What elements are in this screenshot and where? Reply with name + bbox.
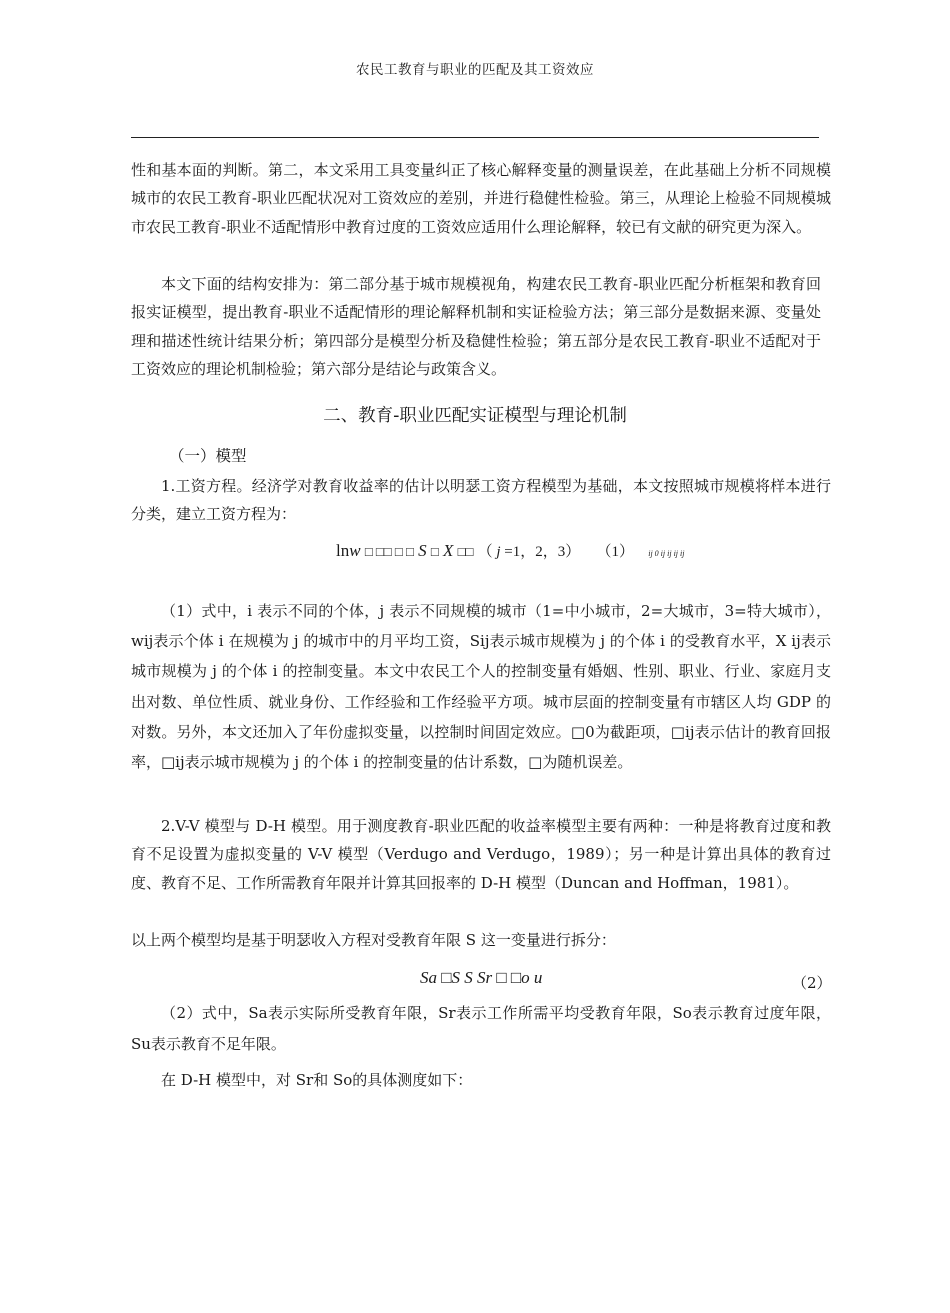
vv-dh-paragraph: 2.V-V 模型与 D-H 模型。用于测度教育-职业匹配的收益率模型主要有两种：一种是将教育过度和教育不足设置为虚拟变量的 V-V 模型（Verdugo and Verdugo，1989）；另一种是计算出具体的教育过度、教育不足、工作所需教育年限并计算其回报率的 D-H 模型（Duncan and Hoffman，1981）。: [131, 817, 831, 892]
eq1-j-open: （: [477, 544, 497, 560]
equation-2-explanation: （2）式中，Sa表示实际所受教育年限，Sr表示工作所需平均受教育年限，So表示教育过度年限，Su表示教育不足年限。: [131, 1004, 831, 1053]
eq1-j: j: [496, 544, 501, 560]
intro-paragraph-2: 本文下面的结构安排为：第二部分基于城市规模视角，构建农民工教育-职业匹配分析框架和教育回报实证模型，提出教育-职业不适配情形的理论解释机制和实证检验方法；第三部分是数据来源、变量处理和描述性统计结果分析；第四部分是模型分析及稳健性检验；第五部分是农民工教育-职业不适配对于工资效应的理论机制检验；第六部分是结论与政策含义。: [131, 275, 821, 378]
eq1-number: （1）: [596, 544, 634, 560]
eq1-w: w: [349, 541, 361, 560]
eq1-box2: □: [430, 544, 439, 559]
eq1-box1: □ □□ □ □: [364, 544, 414, 559]
eq1-subscripts: ij 0 ij ij ij ij: [648, 549, 685, 558]
dh-paragraph: 在 D-H 模型中，对 Sr和 So的具体测度如下：: [161, 1071, 473, 1089]
eq1-x: X: [442, 541, 454, 560]
subsection-title: （一）模型: [169, 447, 247, 465]
eq2-body: Sa □S S Sr □ □o u: [420, 968, 543, 987]
equation-1: [336, 540, 684, 561]
header-rule: [131, 137, 819, 138]
section-title: 二、教育-职业匹配实证模型与理论机制: [323, 406, 627, 426]
equation-2: [420, 968, 542, 988]
equation-1-explanation: （1）式中，i 表示不同的个体，j 表示不同规模的城市（1=中小城市，2=大城市，3=特大城市）， wij表示个体 i 在规模为 j 的城市中的月平均工资，Sij表示城市规模为 j 的个体 i 的受教育水平，X ij表示城市规模为 j 的个体 i 的控制变量。本文中农民工个人的控制变量有婚姻、性别、职业、行业、家庭月支出对数、单位性质、就业身份、工作经验和工作经验平方项。城市层面的控制变量有市辖区人均 GDP 的对数。另外，本文还加入了年份虚拟变量，以控制时间固定效应。□0为截距项，□ij表示估计的教育回报率，□ij表示城市规模为 j 的个体 i 的控制变量的估计系数，□为随机误差。: [131, 602, 831, 772]
split-paragraph: 以上两个模型均是基于明瑟收入方程对受教育年限 S 这一变量进行拆分：: [131, 931, 616, 949]
eq1-ln: ln: [336, 541, 350, 560]
intro-paragraph-1: 性和基本面的判断。第二，本文采用工具变量纠正了核心解释变量的测量误差，在此基础上分析不同规模城市的农民工教育-职业匹配状况对工资效应的差别，并进行稳健性检验。第三，从理论上检验不同规模城市农民工教育-职业不适配情形中教育过度的工资效应适用什么理论解释，较已有文献的研究更为深入。: [131, 161, 831, 236]
eq1-s: S: [418, 541, 427, 560]
eq1-range: =1，2，3）: [500, 544, 581, 560]
equation-2-number: （2）: [792, 974, 832, 992]
wage-equation-paragraph: 1.工资方程。经济学对教育收益率的估计以明瑟工资方程模型为基础，本文按照城市规模将样本进行分类，建立工资方程为：: [131, 477, 831, 524]
eq1-box3: □□: [457, 544, 474, 559]
running-head: 农民工教育与职业的匹配及其工资效应: [356, 62, 594, 78]
